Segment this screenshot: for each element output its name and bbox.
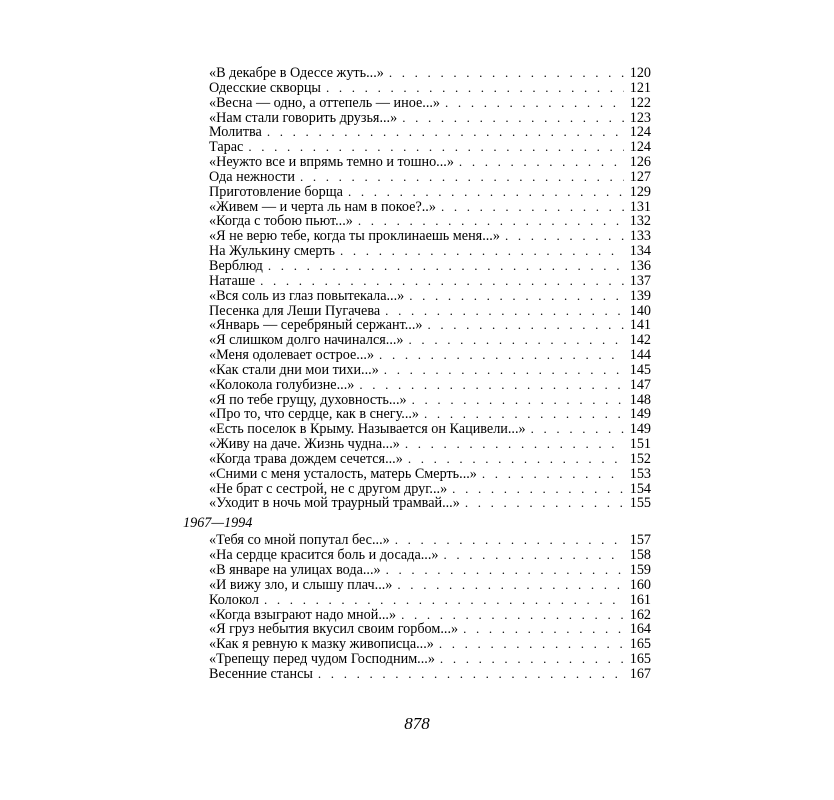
toc-entry bbox=[209, 185, 651, 200]
toc-entry-page: 154 bbox=[629, 480, 651, 497]
toc-entry-page: 120 bbox=[629, 65, 651, 81]
toc-entry bbox=[209, 363, 651, 378]
toc-entry-title: «Когда трава дождем сечется...» bbox=[209, 450, 403, 467]
dot-leader bbox=[505, 229, 624, 244]
dot-leader bbox=[402, 111, 624, 126]
toc-entry-page: 121 bbox=[629, 79, 651, 96]
toc-entry-page: 136 bbox=[629, 257, 651, 274]
toc-entry-title: «Весна — одно, а оттепель — иное...» bbox=[209, 94, 441, 111]
toc-entry-title: «Тебя со мной попутал бес...» bbox=[209, 532, 390, 549]
toc-entry-title: «В январе на улицах вода...» bbox=[209, 562, 381, 578]
toc-entry-page: 124 bbox=[629, 139, 651, 156]
dot-leader bbox=[300, 170, 624, 185]
toc-entry bbox=[209, 378, 651, 393]
toc-entry-page: 144 bbox=[629, 347, 651, 364]
toc-entry bbox=[209, 608, 651, 623]
toc-entry-page: 140 bbox=[629, 302, 651, 319]
toc-entry bbox=[209, 496, 651, 511]
toc-entry-page: 142 bbox=[629, 332, 651, 349]
toc-entry bbox=[209, 407, 651, 422]
dot-leader bbox=[465, 496, 624, 511]
toc-entry-title: «Вся соль из глаз повытекала...» bbox=[209, 287, 405, 304]
toc-entry bbox=[209, 304, 651, 319]
toc-entry bbox=[209, 578, 651, 593]
toc-entry-title: Ода нежности bbox=[209, 168, 295, 185]
toc-entry-title: «Как стали дни мои тихи...» bbox=[209, 361, 379, 378]
table-of-contents bbox=[183, 65, 651, 682]
toc-entry-title: Приготовление борща bbox=[209, 183, 343, 200]
dot-leader bbox=[440, 652, 624, 667]
toc-entry-title: Весенние стансы bbox=[209, 665, 313, 682]
dot-leader bbox=[395, 533, 624, 548]
toc-entry-title: «Когда взыграют надо мной...» bbox=[209, 606, 397, 623]
toc-entry bbox=[209, 244, 651, 259]
section-heading: 1967—1994 bbox=[183, 515, 253, 532]
toc-entry-page: 158 bbox=[629, 547, 651, 564]
toc-entry bbox=[209, 274, 651, 289]
dot-leader bbox=[405, 437, 624, 452]
dot-leader bbox=[424, 407, 624, 422]
toc-entry bbox=[209, 155, 651, 170]
toc-entry bbox=[209, 563, 651, 578]
dot-leader bbox=[386, 563, 624, 578]
toc-entry-title: «Январь — серебряный сержант...» bbox=[209, 317, 423, 334]
dot-leader bbox=[531, 422, 624, 437]
toc-entry bbox=[209, 259, 651, 274]
toc-entry-page: 137 bbox=[629, 272, 651, 289]
toc-entry-title: Верблюд bbox=[209, 257, 263, 274]
toc-entry-page: 152 bbox=[629, 450, 651, 467]
toc-group-1 bbox=[209, 66, 651, 511]
dot-leader bbox=[248, 140, 624, 155]
toc-entry-title: «В декабре в Одессе жуть...» bbox=[209, 65, 384, 81]
toc-entry-title: «Когда с тобою пьют...» bbox=[209, 213, 353, 230]
toc-entry-page: 141 bbox=[629, 317, 651, 334]
toc-entry-title: «Меня одолевает острое...» bbox=[209, 347, 375, 364]
toc-entry-page: 149 bbox=[629, 421, 651, 438]
toc-entry-page: 122 bbox=[629, 94, 651, 111]
toc-entry bbox=[209, 637, 651, 652]
toc-entry-page: 164 bbox=[629, 621, 651, 638]
toc-entry bbox=[209, 200, 651, 215]
dot-leader bbox=[318, 667, 624, 682]
dot-leader bbox=[482, 467, 624, 482]
toc-entry bbox=[209, 652, 651, 667]
dot-leader bbox=[439, 637, 624, 652]
toc-entry bbox=[209, 333, 651, 348]
toc-entry bbox=[209, 422, 651, 437]
toc-entry bbox=[209, 125, 651, 140]
toc-entry-title: «Есть поселок в Крыму. Называется он Кацивели...» bbox=[209, 421, 526, 438]
toc-entry bbox=[209, 622, 651, 637]
toc-entry-page: 132 bbox=[629, 213, 651, 230]
toc-entry bbox=[209, 348, 651, 363]
toc-entry bbox=[209, 548, 651, 563]
dot-leader bbox=[384, 363, 624, 378]
toc-entry-title: «Колокола голубизне...» bbox=[209, 376, 355, 393]
toc-entry bbox=[209, 214, 651, 229]
toc-entry-page: 131 bbox=[629, 198, 651, 215]
dot-leader bbox=[385, 304, 624, 319]
dot-leader bbox=[397, 578, 624, 593]
toc-entry-page: 139 bbox=[629, 287, 651, 304]
toc-entry-title: На Жулькину смерть bbox=[209, 243, 335, 260]
dot-leader bbox=[264, 593, 624, 608]
toc-entry-page: 159 bbox=[629, 562, 651, 578]
toc-entry-page: 157 bbox=[629, 532, 651, 549]
dot-leader bbox=[408, 452, 624, 467]
toc-entry-page: 161 bbox=[629, 591, 651, 608]
dot-leader bbox=[340, 244, 624, 259]
dot-leader bbox=[268, 259, 624, 274]
toc-entry-title: «Не брат с сестрой, не с другом друг...» bbox=[209, 480, 448, 497]
toc-entry-title: «Я не верю тебе, когда ты проклинаешь меня...» bbox=[209, 228, 500, 245]
toc-entry-title: Одесские скворцы bbox=[209, 79, 321, 96]
toc-entry-page: 145 bbox=[629, 361, 651, 378]
toc-entry-title: «Неужто все и впрямь темно и тошно...» bbox=[209, 154, 454, 171]
toc-entry-page: 124 bbox=[629, 124, 651, 141]
toc-entry-title: Наташе bbox=[209, 272, 256, 289]
toc-entry-title: «И вижу зло, и слышу плач...» bbox=[209, 576, 393, 593]
toc-entry-page: 151 bbox=[629, 436, 651, 453]
toc-entry-title: «На сердце красится боль и досада...» bbox=[209, 547, 439, 564]
toc-entry-title: «Нам стали говорить друзья...» bbox=[209, 109, 398, 126]
toc-entry bbox=[209, 111, 651, 126]
toc-entry-title: «Трепещу перед чудом Господним...» bbox=[209, 651, 435, 668]
dot-leader bbox=[463, 622, 624, 637]
toc-entry-title: «Я слишком долго начинался...» bbox=[209, 332, 404, 349]
dot-leader bbox=[452, 482, 624, 497]
toc-entry-page: 165 bbox=[629, 651, 651, 668]
dot-leader bbox=[267, 125, 624, 140]
toc-entry-page: 149 bbox=[629, 406, 651, 423]
dot-leader bbox=[409, 289, 624, 304]
toc-entry-title: «Сними с меня усталость, матерь Смерть...» bbox=[209, 465, 477, 482]
toc-entry bbox=[209, 96, 651, 111]
toc-entry-title: «Уходит в ночь мой траурный трамвай...» bbox=[209, 495, 460, 512]
toc-entry-page: 165 bbox=[629, 636, 651, 653]
toc-entry-page: 167 bbox=[629, 665, 651, 682]
toc-entry-page: 134 bbox=[629, 243, 651, 260]
toc-entry-title: «Живу на даче. Жизнь чудна...» bbox=[209, 436, 400, 453]
dot-leader bbox=[401, 608, 624, 623]
toc-entry-title: Тарас bbox=[209, 139, 244, 156]
toc-entry-title: Колокол bbox=[209, 591, 259, 608]
toc-entry bbox=[209, 533, 651, 548]
toc-entry-page: 155 bbox=[629, 495, 651, 512]
toc-entry-title: «Живем — и черта ль нам в покое?..» bbox=[209, 198, 436, 215]
toc-entry-title: «Про то, что сердце, как в снегу...» bbox=[209, 406, 420, 423]
dot-leader bbox=[260, 274, 624, 289]
dot-leader bbox=[379, 348, 624, 363]
toc-entry bbox=[209, 482, 651, 497]
dot-leader bbox=[427, 318, 624, 333]
dot-leader bbox=[326, 81, 624, 96]
toc-entry bbox=[209, 289, 651, 304]
toc-entry bbox=[209, 593, 651, 608]
dot-leader bbox=[441, 200, 624, 215]
toc-entry-title: «Я груз небытия вкусил своим горбом...» bbox=[209, 621, 459, 638]
toc-entry-page: 148 bbox=[629, 391, 651, 408]
toc-entry bbox=[209, 452, 651, 467]
toc-entry-page: 123 bbox=[629, 109, 651, 126]
toc-entry bbox=[209, 318, 651, 333]
dot-leader bbox=[459, 155, 624, 170]
toc-entry bbox=[209, 170, 651, 185]
toc-entry bbox=[209, 66, 651, 81]
dot-leader bbox=[443, 548, 624, 563]
toc-entry-title: Молитва bbox=[209, 124, 262, 141]
toc-entry-title: «Как я ревную к мазку живописца...» bbox=[209, 636, 434, 653]
dot-leader bbox=[409, 333, 624, 348]
dot-leader bbox=[358, 214, 624, 229]
toc-group-2 bbox=[209, 533, 651, 681]
toc-entry-page: 129 bbox=[629, 183, 651, 200]
dot-leader bbox=[412, 393, 624, 408]
toc-entry-page: 133 bbox=[629, 228, 651, 245]
toc-entry bbox=[209, 467, 651, 482]
toc-entry-page: 162 bbox=[629, 606, 651, 623]
toc-entry-page: 127 bbox=[629, 168, 651, 185]
dot-leader bbox=[359, 378, 624, 393]
toc-entry-page: 160 bbox=[629, 576, 651, 593]
dot-leader bbox=[445, 96, 624, 111]
toc-entry bbox=[209, 140, 651, 155]
toc-entry bbox=[209, 393, 651, 408]
toc-entry bbox=[209, 229, 651, 244]
toc-entry bbox=[209, 437, 651, 452]
toc-entry bbox=[209, 667, 651, 682]
toc-entry-title: Песенка для Леши Пугачева bbox=[209, 302, 381, 319]
toc-entry-page: 126 bbox=[629, 154, 651, 171]
dot-leader bbox=[389, 66, 624, 81]
toc-entry-page: 147 bbox=[629, 376, 651, 393]
toc-entry-page: 153 bbox=[629, 465, 651, 482]
page-number: 878 bbox=[404, 714, 430, 733]
toc-entry bbox=[209, 81, 651, 96]
dot-leader bbox=[348, 185, 624, 200]
toc-entry-title: «Я по тебе грущу, духовность...» bbox=[209, 391, 407, 408]
